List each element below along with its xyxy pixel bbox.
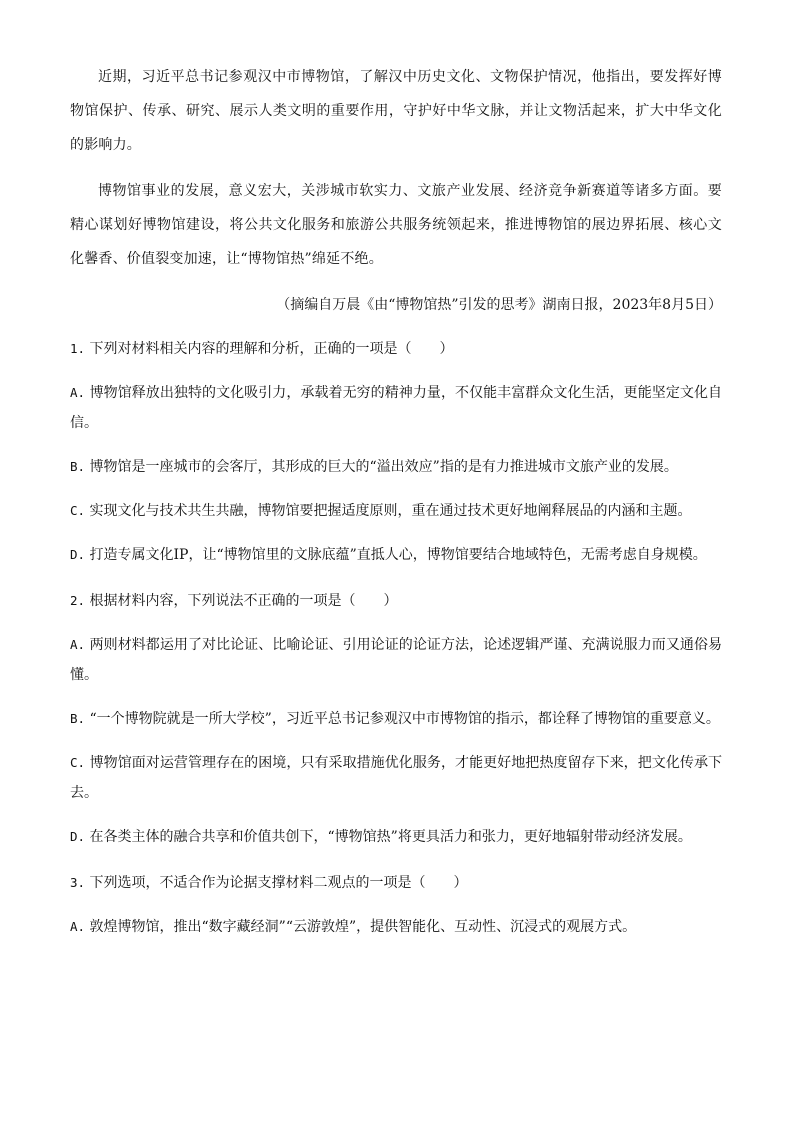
question-2-number: 2. — [70, 593, 86, 608]
passage-paragraph-1: 近期，习近平总书记参观汉中市博物馆，了解汉中历史文化、文物保护情况，他指出，要发挥好博物馆保护、传承、研究、展示人类文明的重要作用，守护好中华文脉，并让文物活起来，扩大中华文化的影响力。 — [70, 69, 722, 153]
passage-source: （摘编自万晨《由“博物馆热”引发的思考》湖南日报，2023年8月5日） — [276, 297, 722, 313]
question-1-number: 1. — [70, 341, 86, 356]
option-letter: C. — [70, 755, 86, 770]
option-letter: A. — [70, 919, 86, 934]
question-1-option-a — [70, 378, 722, 438]
option-text: 博物馆是一座城市的会客厅，其形成的巨大的“溢出效应”指的是有力推进城市文旅产业的发展。 — [89, 459, 678, 475]
question-1-stem — [70, 332, 722, 366]
question-3-stem — [70, 866, 722, 900]
question-2-text: 根据材料内容，下列说法不正确的一项是（ ） — [89, 593, 398, 609]
option-letter: C. — [70, 503, 86, 518]
option-letter: B. — [70, 459, 86, 474]
option-text: 敦煌博物馆，推出“数字藏经洞”“云游敦煌”，提供智能化、互动性、沉浸式的观展方式。 — [89, 919, 637, 935]
question-1-option-d — [70, 540, 722, 570]
question-1-option-c — [70, 496, 722, 526]
question-2-option-c — [70, 748, 722, 808]
option-text: 博物馆释放出独特的文化吸引力，承载着无穷的精神力量，不仅能丰富群众文化生活，更能坚定文化自信。 — [70, 385, 723, 431]
question-2-option-a — [70, 630, 722, 690]
option-letter: A. — [70, 637, 86, 652]
option-text: 打造专属文化IP，让“博物馆里的文脉底蕴”直抵人心，博物馆要结合地域特色，无需考虑自身规模。 — [89, 547, 707, 563]
option-text: 博物馆面对运营管理存在的困境，只有采取措施优化服务，才能更好地把热度留存下来，把文化传承下去。 — [70, 755, 723, 801]
question-3-option-a — [70, 912, 722, 942]
option-letter: B. — [70, 711, 86, 726]
option-text: “一个博物院就是一所大学校”，习近平总书记参观汉中市博物馆的指示，都诠释了博物馆的重要意义。 — [89, 711, 720, 727]
question-2-option-b — [70, 704, 722, 734]
question-2-option-d — [70, 822, 722, 852]
option-text: 实现文化与技术共生共融，博物馆要把握适度原则，重在通过技术更好地阐释展品的内涵和主题。 — [89, 503, 692, 519]
option-letter: D. — [70, 547, 86, 562]
question-1 — [70, 332, 722, 570]
option-letter: D. — [70, 829, 86, 844]
question-2-stem — [70, 584, 722, 618]
passage-paragraph-2: 博物馆事业的发展，意义宏大，关涉城市软实力、文旅产业发展、经济竞争新赛道等诸多方面。要精心谋划好博物馆建设，将公共文化服务和旅游公共服务统领起来，推进博物馆的展边界拓展、核心文化馨香、价值裂变加速，让“博物馆热”绵延不绝。 — [70, 183, 722, 267]
question-1-option-b — [70, 452, 722, 482]
option-text: 在各类主体的融合共享和价值共创下，“博物馆热”将更具活力和张力，更好地辐射带动经济发展。 — [89, 829, 692, 845]
question-1-text: 下列对材料相关内容的理解和分析，正确的一项是（ ） — [89, 341, 454, 357]
option-letter: A. — [70, 385, 86, 400]
option-text: 两则材料都运用了对比论证、比喻论证、引用论证的论证方法，论述逻辑严谨、充满说服力而又通俗易懂。 — [70, 637, 723, 683]
question-2 — [70, 584, 722, 852]
question-3-text: 下列选项，不适合作为论据支撑材料二观点的一项是（ ） — [89, 875, 468, 891]
exam-page — [70, 60, 722, 956]
question-3 — [70, 866, 722, 942]
question-3-number: 3. — [70, 875, 86, 890]
